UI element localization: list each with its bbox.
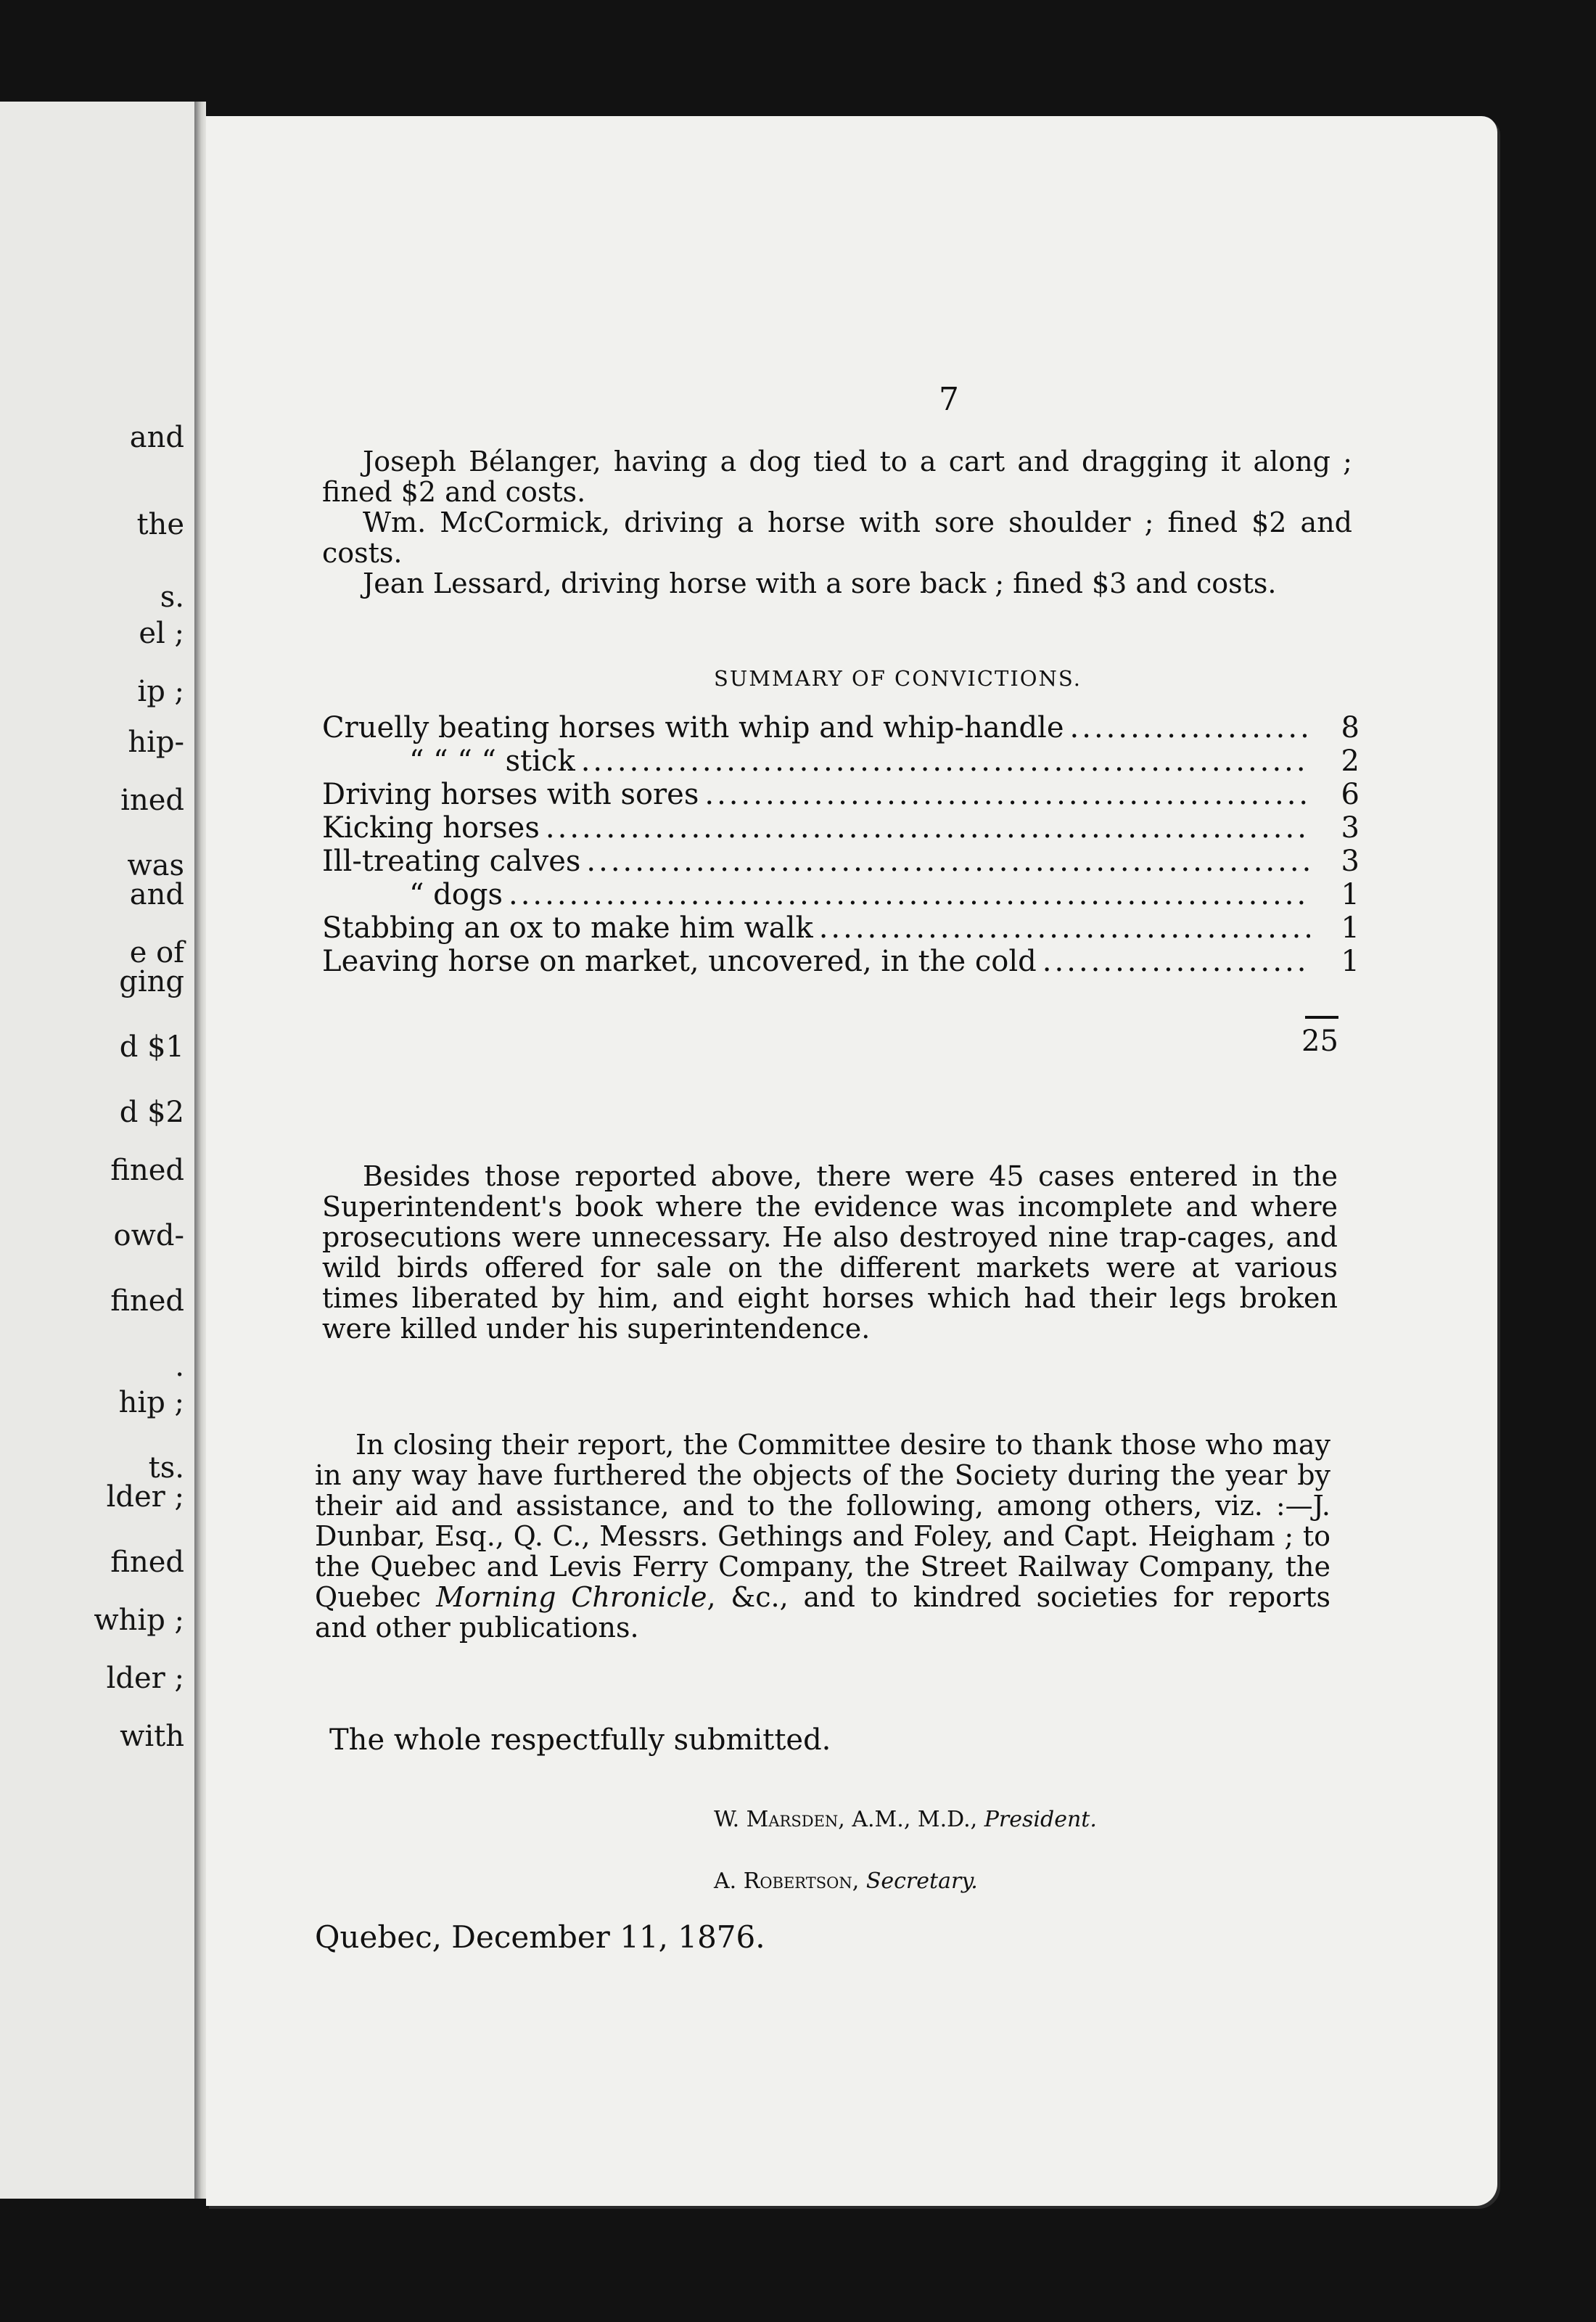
summary-heading: SUMMARY OF CONVICTIONS. — [714, 666, 1082, 691]
newspaper-title: Morning Chronicle — [436, 1581, 707, 1613]
closing-paragraph-text: Besides those reported above, there were 45 cases entered in the Superintendent's book where the evidence was incomplete and where prosecutions were unnecessary. He also destroyed nine trap-cages, and wild birds offered for sale on the different markets were at various times liberated by him, and eight horses which had their legs broken were killed under his superintendence. — [322, 1160, 1338, 1345]
thanks-text-end: , &c., and to kindred societies for reports and other publications. — [315, 1581, 1330, 1644]
president-title: President. — [984, 1807, 1097, 1832]
total-rule — [1305, 1016, 1338, 1019]
left-page-text-fragment: and — [129, 878, 184, 911]
left-page-text-fragment: ging — [119, 965, 184, 998]
submitted-line: The whole respectfully submitted. — [329, 1723, 831, 1757]
conviction-row — [322, 744, 1360, 778]
conviction-row — [322, 811, 1360, 845]
entry-belanger: Joseph Bélanger, having a dog tied to a cart and dragging it along ; fined $2 and costs. — [322, 446, 1352, 508]
convictions-entries — [322, 446, 1352, 599]
left-page-text-fragment: with — [120, 1720, 184, 1753]
conviction-row — [322, 711, 1360, 744]
conviction-label: “ dogs — [409, 878, 503, 911]
conviction-label: Ill-treating calves — [322, 845, 581, 878]
left-page-text-fragment: . — [175, 1350, 184, 1383]
secretary-name: A. Robertson, — [714, 1868, 860, 1894]
conviction-row — [322, 845, 1360, 878]
thanks-text-start: In closing their report, the Committee desire to thank those who may in any way have furthered the objects of the Society during the year by their aid and assistance, and to the following, among others, viz. :—J. Dunbar, Esq., Q. C., Messrs. Gethings and Foley, and Capt. Heigham ; to the Quebec and Levis Ferry Company, the Street Railway Company, the Quebec — [315, 1429, 1330, 1613]
page-number: 7 — [939, 381, 959, 418]
conviction-row — [322, 911, 1360, 945]
entry-lessard: Jean Lessard, driving horse with a sore back ; fined $3 and costs. — [363, 567, 1277, 599]
left-page-text-fragment: e of — [129, 936, 184, 969]
left-page-text-fragment: ined — [120, 784, 184, 817]
president-name: W. Marsden, A.M., M.D., — [714, 1807, 978, 1832]
left-page-text-fragment: d $2 — [119, 1096, 184, 1129]
secretary-title: Secretary. — [865, 1868, 978, 1894]
conviction-label: “ “ “ “ stick — [409, 744, 575, 778]
left-page-text-fragment: and — [129, 421, 184, 454]
leader-dots — [704, 778, 1310, 811]
leader-dots — [1070, 711, 1310, 744]
entry-mccormick: Wm. McCormick, driving a horse with sore shoulder ; fined $2 and costs. — [322, 506, 1352, 569]
president-signature — [714, 1807, 1097, 1832]
left-page-text-fragment: lder ; — [106, 1662, 184, 1695]
conviction-label: Leaving horse on market, uncovered, in the cold — [322, 945, 1037, 978]
conviction-count: 3 — [1341, 845, 1360, 878]
conviction-count: 6 — [1341, 778, 1360, 811]
leader-dots — [581, 744, 1310, 778]
conviction-count: 8 — [1341, 711, 1360, 744]
conviction-row — [322, 945, 1360, 978]
conviction-label: Kicking horses — [322, 811, 540, 845]
right-page — [206, 116, 1497, 2206]
left-page-text-fragment: hip- — [128, 726, 184, 759]
conviction-count: 1 — [1341, 911, 1360, 945]
left-page-text-fragment: fined — [110, 1154, 184, 1187]
closing-paragraph — [322, 1161, 1338, 1344]
left-page-text-fragment: fined — [110, 1546, 184, 1579]
conviction-count: 3 — [1341, 811, 1360, 845]
left-page-text-fragment: owd- — [113, 1219, 184, 1252]
thanks-paragraph-text — [315, 1429, 1330, 1643]
left-page-text-fragment: lder ; — [106, 1480, 184, 1514]
left-page-text-fragment: whip ; — [94, 1604, 184, 1637]
left-page-text-fragment: fined — [110, 1284, 184, 1318]
leader-dots — [819, 911, 1310, 945]
book-gutter — [194, 102, 206, 2199]
left-page-fragment — [0, 102, 199, 2199]
left-page-text-fragment: ts. — [148, 1451, 184, 1485]
leader-dots — [586, 845, 1310, 878]
conviction-row — [322, 778, 1360, 811]
conviction-label: Cruelly beating horses with whip and whip-handle — [322, 711, 1064, 744]
convictions-summary-table — [322, 711, 1360, 978]
left-page-text-fragment: s. — [160, 580, 184, 614]
place-and-date: Quebec, December 11, 1876. — [315, 1919, 765, 1955]
convictions-total: 25 — [1301, 1025, 1338, 1058]
conviction-label: Stabbing an ox to make him walk — [322, 911, 813, 945]
conviction-label: Driving horses with sores — [322, 778, 699, 811]
left-page-text-fragment: hip ; — [118, 1386, 184, 1419]
conviction-count: 1 — [1341, 945, 1360, 978]
left-page-text-fragment: the — [136, 508, 184, 541]
left-page-text-fragment: el ; — [139, 617, 184, 650]
conviction-count: 2 — [1341, 744, 1360, 778]
left-page-text-fragment: d $1 — [119, 1030, 184, 1064]
secretary-signature — [714, 1868, 978, 1894]
left-page-text-fragment: was — [127, 849, 184, 882]
left-page-text-fragment: ip ; — [137, 675, 184, 708]
conviction-row — [322, 878, 1360, 911]
leader-dots — [509, 878, 1310, 911]
thanks-paragraph — [315, 1429, 1330, 1643]
leader-dots — [1042, 945, 1310, 978]
leader-dots — [546, 811, 1310, 845]
conviction-count: 1 — [1341, 878, 1360, 911]
